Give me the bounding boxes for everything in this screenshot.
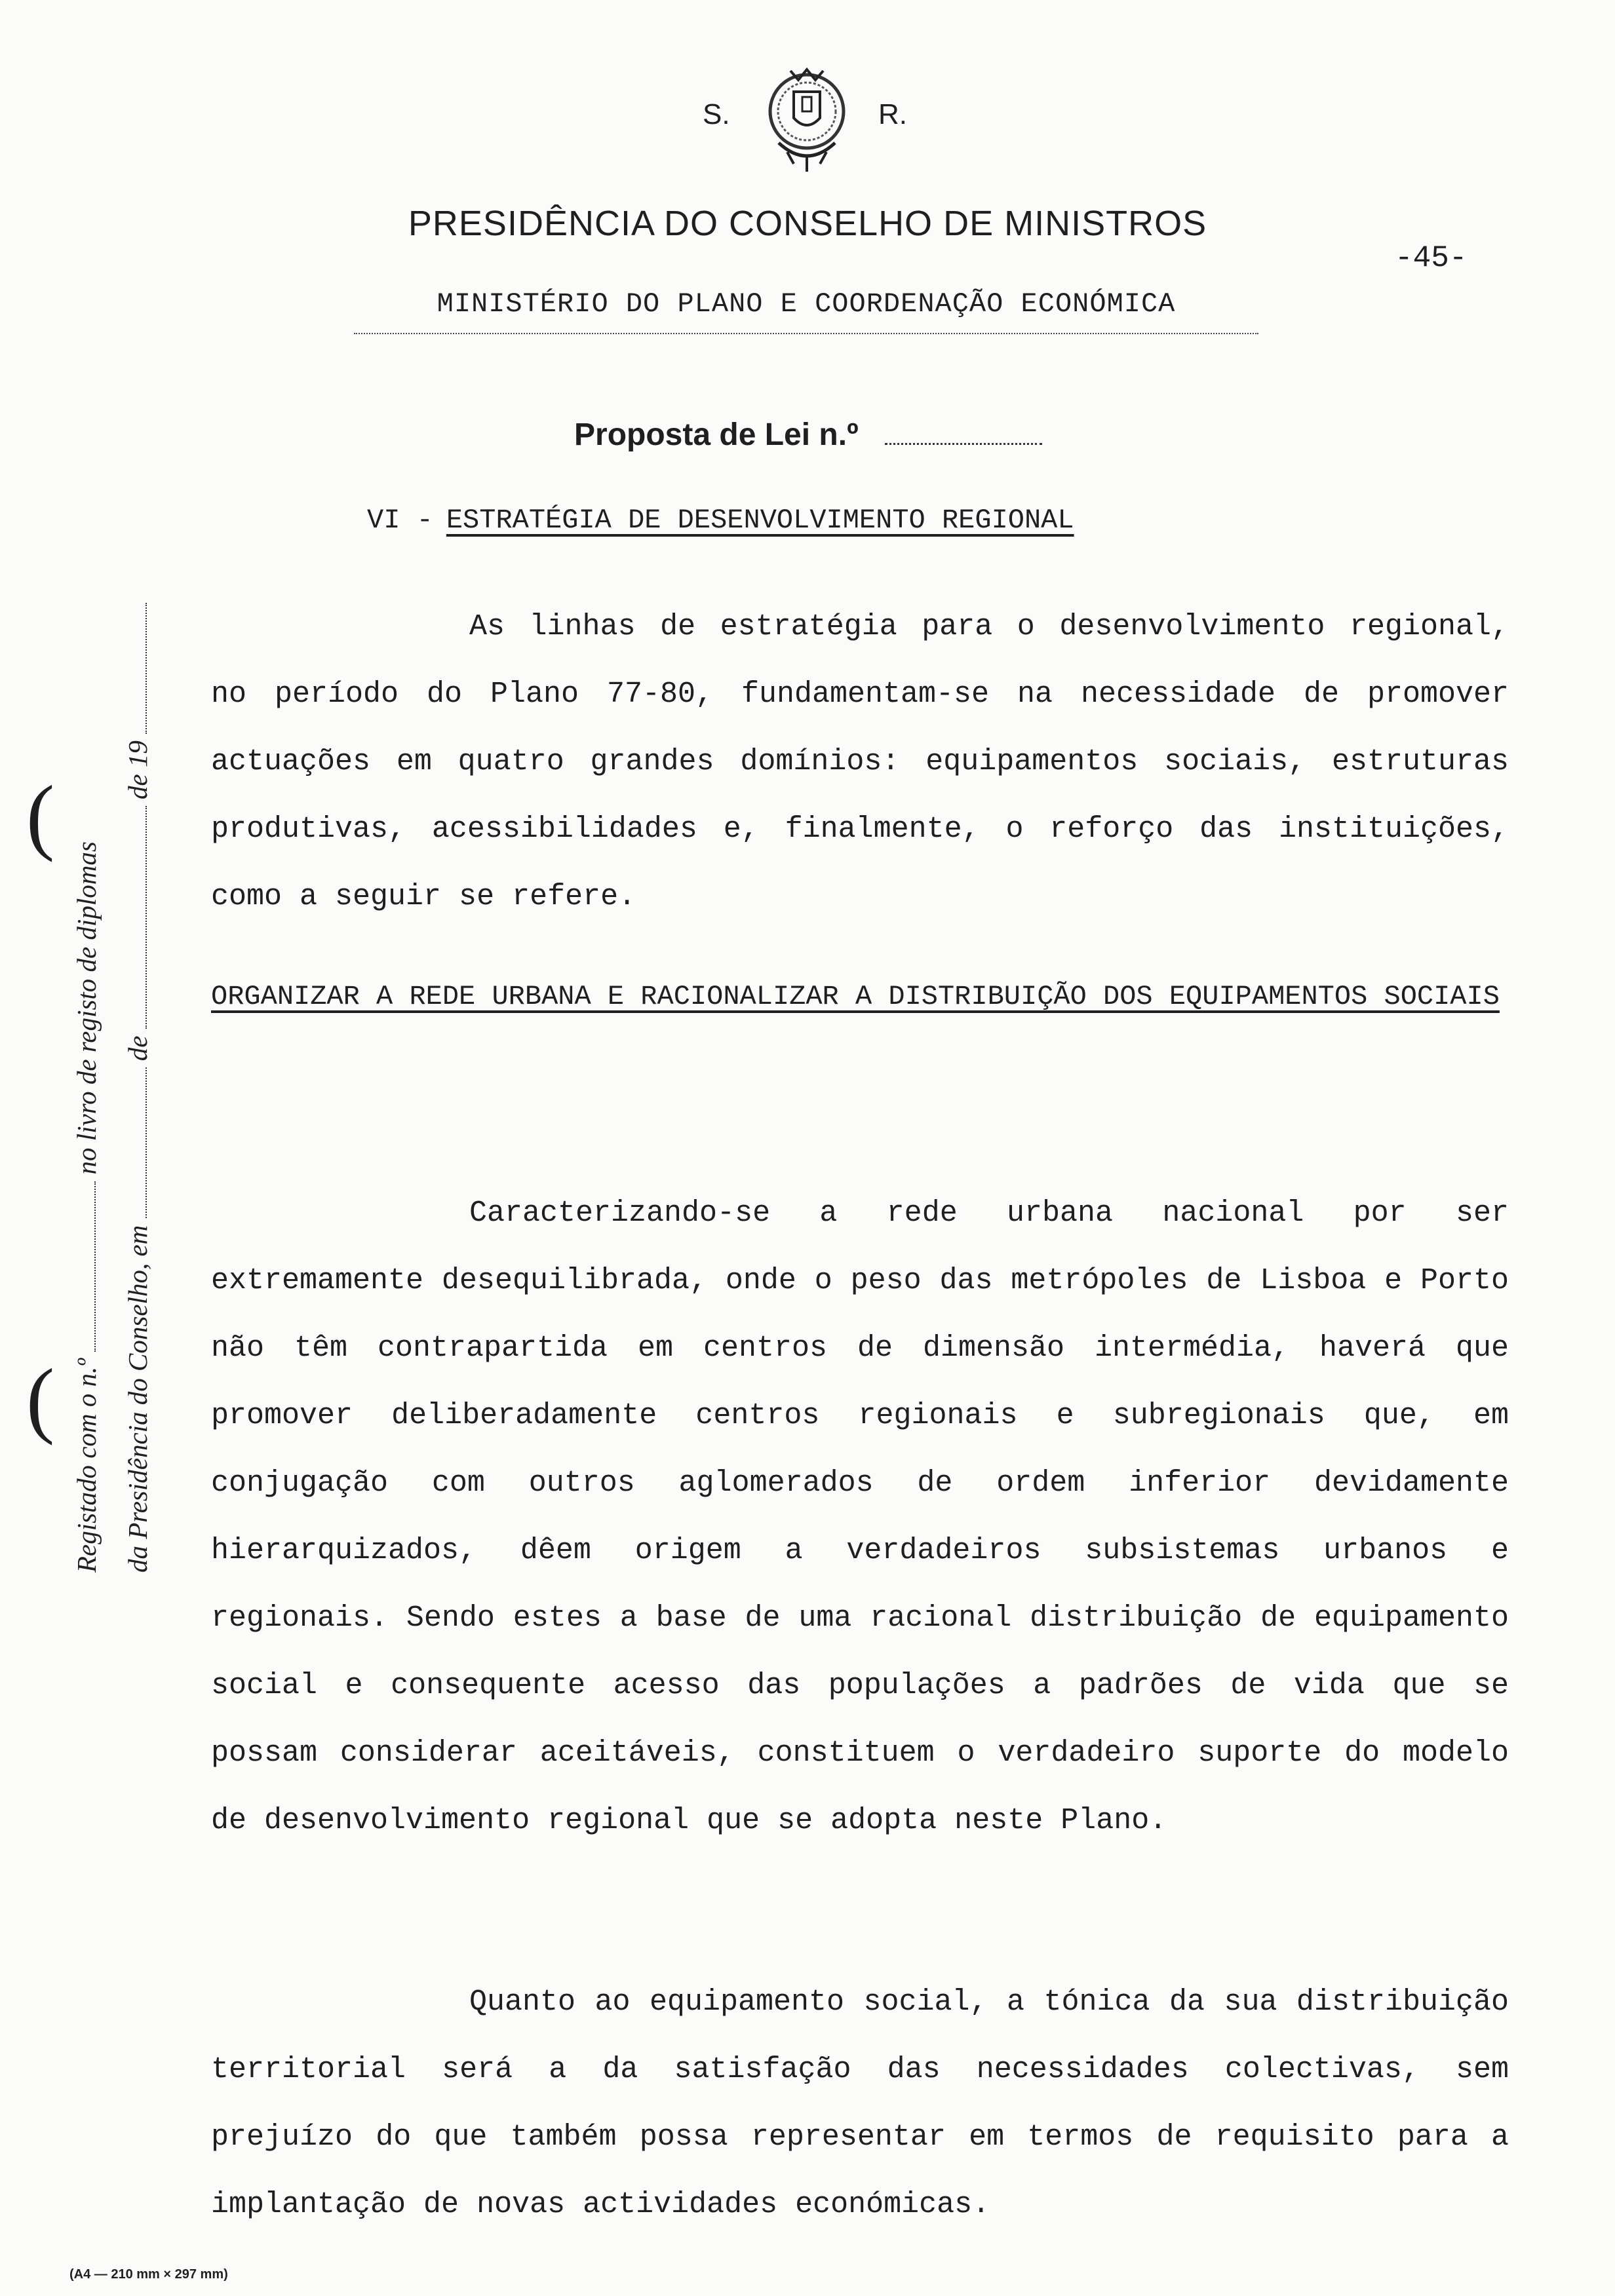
margin-bracket-mark: ( — [26, 769, 55, 863]
seal-letter-s: S. — [703, 98, 730, 130]
section-numeral: VI - — [367, 505, 433, 536]
margin-note-line-1: Registado com o n.º no livro de registo de diplomas — [71, 841, 102, 1573]
paragraph — [211, 1968, 1509, 2238]
presidency-heading: PRESIDÊNCIA DO CONSELHO DE MINISTROS — [408, 204, 1207, 243]
ministry-heading: MINISTÉRIO DO PLANO E COORDENAÇÃO ECONÓMICA — [437, 288, 1176, 320]
paragraph — [211, 1179, 1509, 1854]
subsection-heading: ORGANIZAR A REDE URBANA E RACIONALIZAR A DISTRIBUIÇÃO DOS EQUIPAMENTOS SOCIAIS — [211, 981, 1500, 1012]
paper-format-note: (A4 — 210 mm × 297 mm) — [69, 2267, 228, 2282]
section-title — [367, 505, 1074, 536]
proposal-number-blank — [885, 419, 1042, 445]
ministry-divider — [354, 333, 1258, 334]
page-number: -45- — [1395, 241, 1468, 275]
paragraph-text: As linhas de estratégia para o desenvolvimento regional, no período do Plano 77-80, fundamentam-se na necessidade de promover actuações em quatro grandes domínios: equipamentos sociais, estruturas produtivas, acessibilidades e, finalmente, o reforço das instituições, como a seguir se refere. — [211, 610, 1509, 913]
seal-letter-r: R. — [878, 98, 907, 130]
margin-bracket-mark: ( — [26, 1352, 55, 1446]
portuguese-coat-of-arms-icon — [764, 66, 849, 177]
section-title-text: ESTRATÉGIA DE DESENVOLVIMENTO REGIONAL — [446, 505, 1074, 536]
proposal-label: Proposta de Lei n.º — [574, 417, 859, 452]
margin-note-line-2: da Presidência do Conselho, em de de 19 — [122, 603, 153, 1573]
paragraph-text: Quanto ao equipamento social, a tónica da sua distribuição territorial será a da satisfação das necessidades colectivas, sem prejuízo do que também possa representar em termos de requisito para a implantação de novas actividades económicas. — [211, 1985, 1509, 2221]
registration-margin-note — [66, 590, 164, 1573]
paragraph-text: Caracterizando-se a rede urbana nacional por ser extremamente desequilibrada, onde o peso das metrópoles de Lisboa e Porto não têm contrapartida em centros de dimensão intermédia, haverá que promover deliberadamente centros regionais e subregionais que, em conjugação com outros aglomerados de ordem inferior devidamente hierarquizados, dêem origem a verdadeiros subsistemas urbanos e regionais. Sendo estes a base de uma racional distribuição de equipamento social e consequente acesso das populações a padrões de vida que se possam considerar aceitáveis, constituem o verdadeiro suporte do modelo de desenvolvimento regional que se adopta neste Plano. — [211, 1196, 1509, 1837]
paragraph — [211, 593, 1509, 930]
